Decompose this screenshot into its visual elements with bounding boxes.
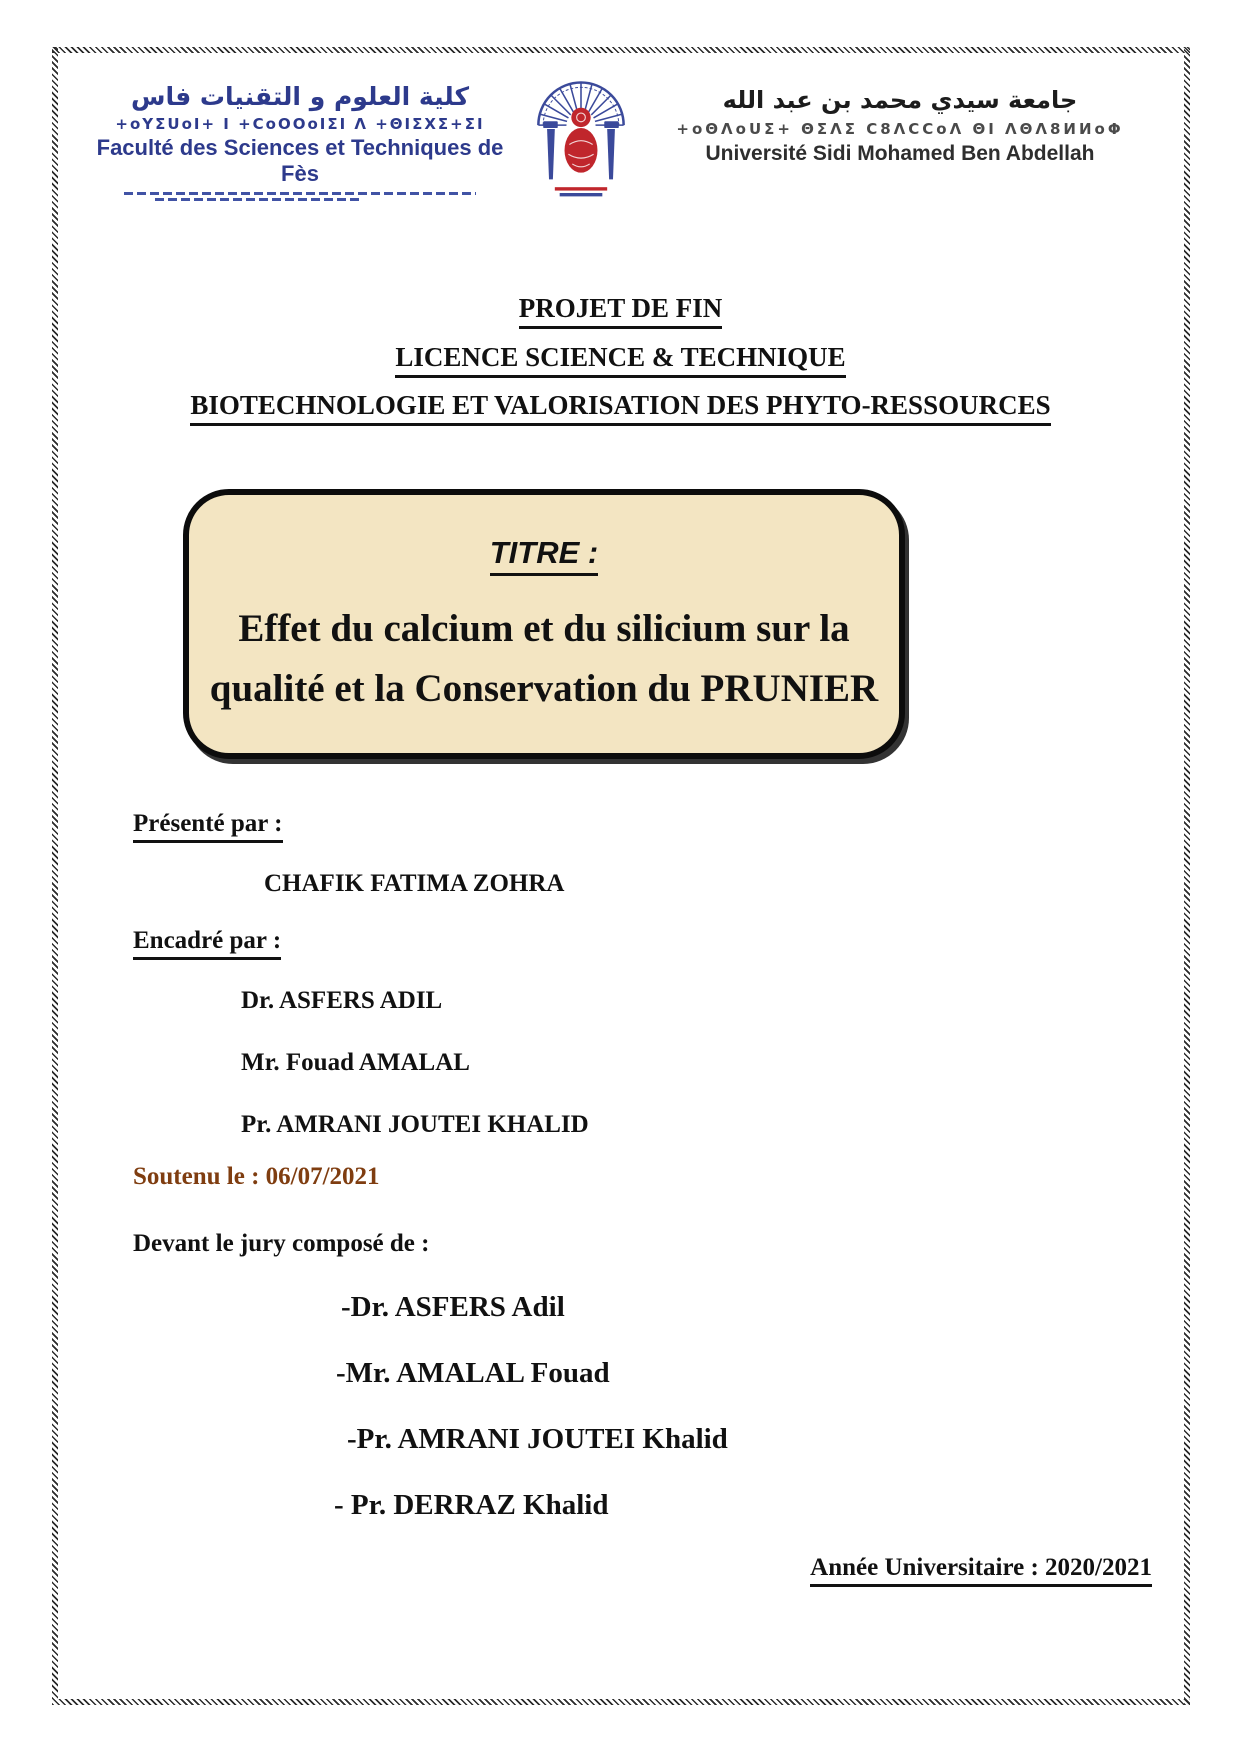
student-name: CHAFIK FATIMA ZOHRA	[264, 870, 565, 897]
supervisor-name: Pr. AMRANI JOUTEI KHALID	[241, 1111, 589, 1138]
defense-date: Soutenu le : 06/07/2021	[133, 1163, 380, 1190]
jury-member: -Pr. AMRANI JOUTEI Khalid	[347, 1423, 728, 1455]
thesis-title-line2: qualité et la Conservation du PRUNIER	[209, 667, 879, 710]
heading-biotechnologie: BIOTECHNOLOGIE ET VALORISATION DES PHYTO-RESSOURCES	[0, 390, 1241, 421]
supervisor-name: Mr. Fouad AMALAL	[241, 1049, 470, 1076]
faculty-ornament-line	[124, 192, 476, 201]
supervisor-name: Dr. ASFERS ADIL	[241, 987, 443, 1014]
heading-licence: LICENCE SCIENCE & TECHNIQUE	[0, 342, 1241, 373]
page-border-bottom	[52, 1699, 1190, 1705]
university-name-french: Université Sidi Mohamed Ben Abdellah	[705, 142, 1095, 165]
university-seal-icon	[518, 56, 644, 209]
title-box	[183, 489, 905, 759]
academic-year: Année Universitaire : 2020/2021	[810, 1554, 1152, 1582]
faculty-name-tifinagh: +oYΣUoI+ I +ϹoΟΟoIΣI Λ +ΘIΣΧΣ+ΣI	[115, 115, 485, 133]
jury-member: -Mr. AMALAL Fouad	[336, 1357, 610, 1389]
jury-member: -Dr. ASFERS Adil	[341, 1291, 565, 1323]
thesis-title-line1: Effet du calcium et du silicium sur la	[238, 607, 850, 650]
university-name-tifinagh: +oΘΛoUΣ+ ΘΣΛΣ Ϲ8ΛϹϹoΛ ΘΙ ΛΘΛ8ИИoΦ	[676, 120, 1124, 138]
faculty-name-arabic: كلية العلوم و التقنيات فاس	[130, 82, 470, 111]
presented-by-label: Présenté par :	[133, 810, 283, 838]
faculty-logo-block	[95, 82, 505, 201]
heading-projet: PROJET DE FIN	[0, 293, 1241, 324]
page-border-top	[52, 47, 1190, 53]
university-logo-block	[655, 86, 1145, 166]
university-name-arabic: جامعة سيدي محمد بن عبد الله	[722, 86, 1078, 114]
faculty-name-french: Faculté des Sciences et Techniques de Fès	[96, 135, 504, 186]
title-label: TITRE :	[189, 535, 899, 571]
jury-member: - Pr. DERRAZ Khalid	[334, 1489, 609, 1521]
supervised-by-label: Encadré par :	[133, 927, 281, 955]
jury-label: Devant le jury composé de :	[133, 1230, 430, 1257]
